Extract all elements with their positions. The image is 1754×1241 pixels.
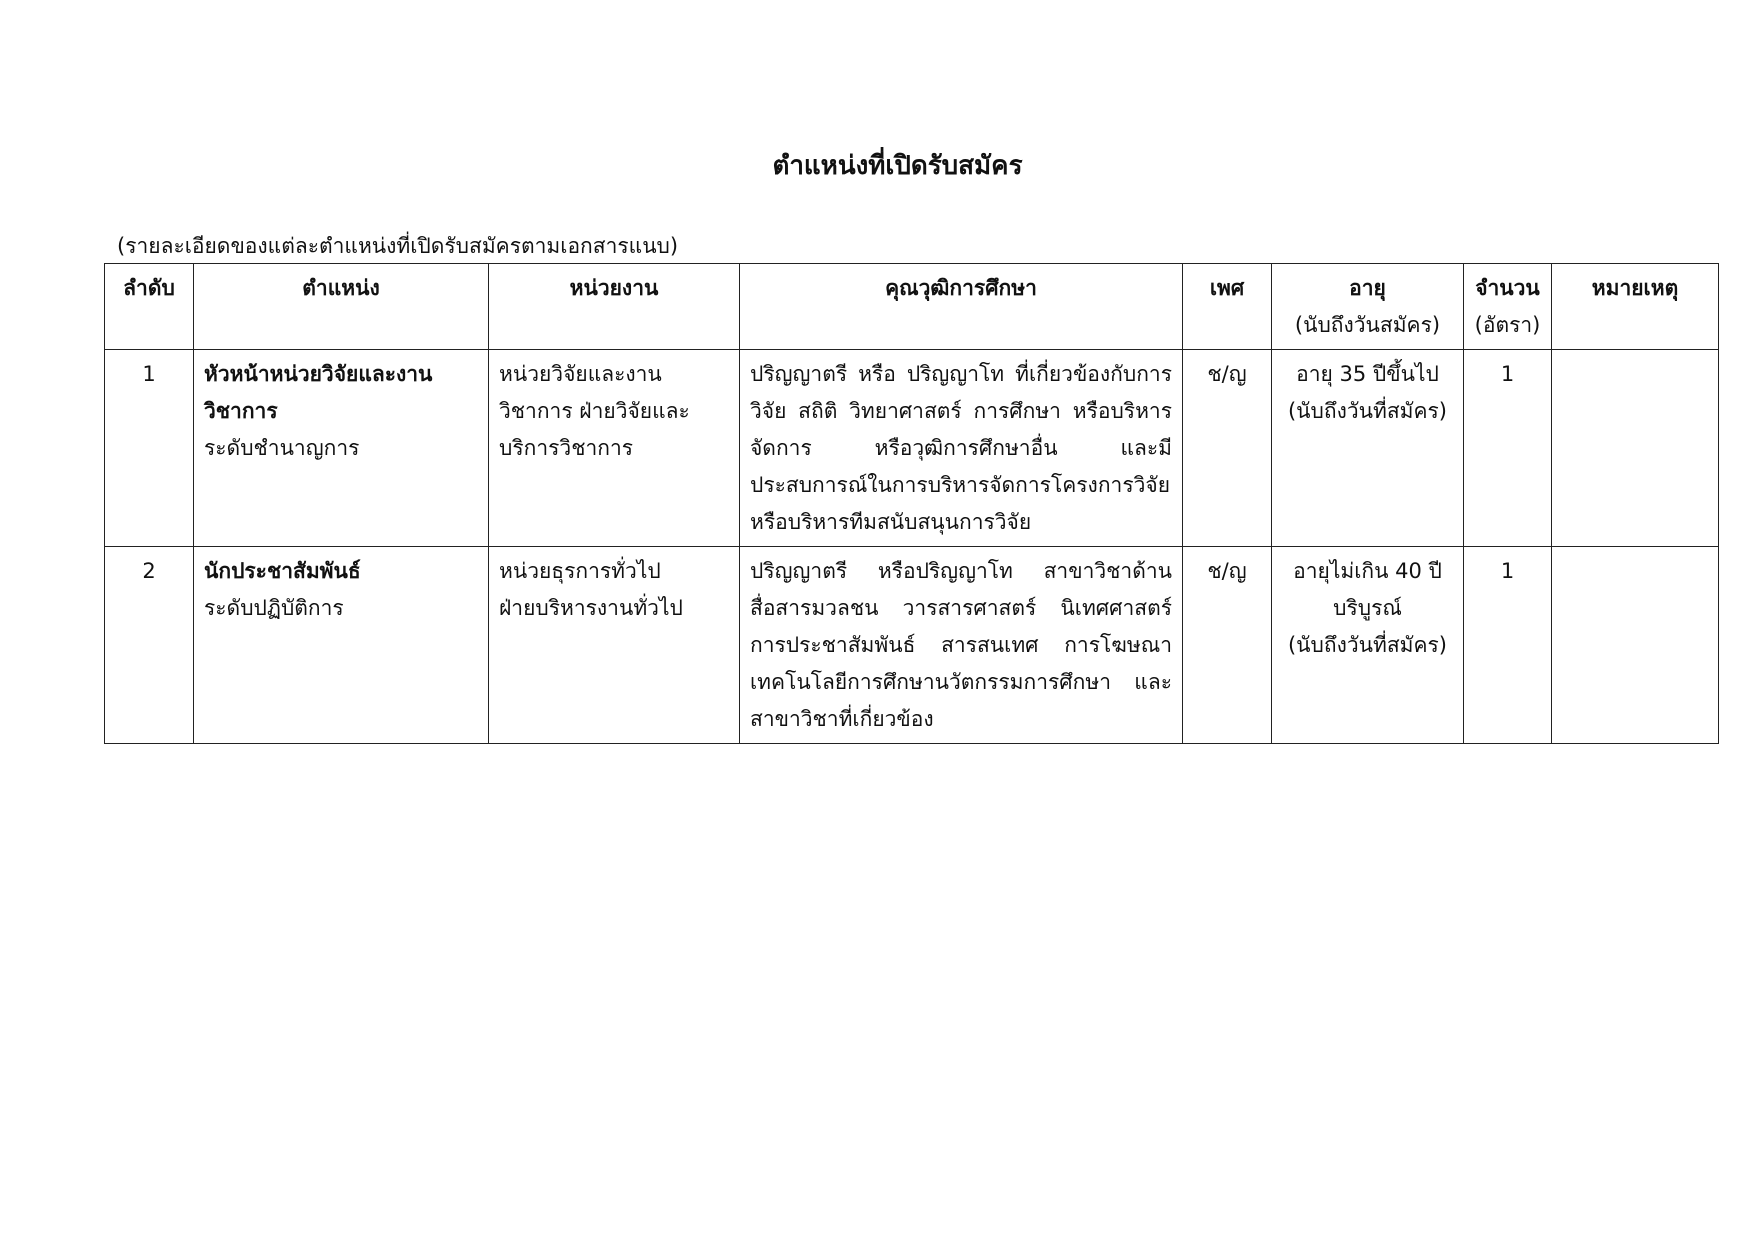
cell-unit <box>489 547 740 744</box>
cell-position <box>194 547 489 744</box>
age-line-2: (นับถึงวันที่สมัคร) <box>1287 633 1448 657</box>
cell-age <box>1272 350 1464 547</box>
table-header-row <box>105 264 1719 350</box>
positions-table <box>104 263 1719 744</box>
cell-remark <box>1552 350 1719 547</box>
header-remark: หมายเหตุ <box>1552 264 1719 350</box>
unit-line-2: ฝ่ายบริหารงานทั่วไป <box>499 596 683 620</box>
header-age-sub: (นับถึงวันสมัคร) <box>1294 313 1441 337</box>
cell-gender: ช/ญ <box>1183 350 1272 547</box>
age-line-1: อายุไม่เกิน 40 ปี บริบูรณ์ <box>1293 559 1442 620</box>
cell-no: 1 <box>105 350 194 547</box>
header-qualification: คุณวุฒิการศึกษา <box>740 264 1183 350</box>
table-row <box>105 547 1719 744</box>
cell-count: 1 <box>1464 547 1552 744</box>
cell-age <box>1272 547 1464 744</box>
header-age <box>1272 264 1464 350</box>
cell-position <box>194 350 489 547</box>
cell-gender: ช/ญ <box>1183 547 1272 744</box>
cell-unit: หน่วยวิจัยและงานวิชาการ ฝ่ายวิจัยและบริการวิชาการ <box>489 350 740 547</box>
header-no: ลำดับ <box>105 264 194 350</box>
header-count-label: จำนวน <box>1475 276 1540 300</box>
position-title: หัวหน้าหน่วยวิจัยและงานวิชาการ <box>204 362 433 423</box>
age-line-1: อายุ 35 ปีขึ้นไป <box>1296 362 1439 386</box>
attachment-note: (รายละเอียดของแต่ละตำแหน่งที่เปิดรับสมัครตามเอกสารแนบ) <box>117 234 679 258</box>
position-level: ระดับปฏิบัติการ <box>204 596 344 620</box>
cell-no: 2 <box>105 547 194 744</box>
header-count <box>1464 264 1552 350</box>
header-age-label: อายุ <box>1349 276 1386 300</box>
cell-remark <box>1552 547 1719 744</box>
cell-qualification: ปริญญาตรี หรือปริญญาโท สาขาวิชาด้านสื่อสารมวลชน วารสารศาสตร์ นิเทศศาสตร์ การประชาสัมพันธ์ สารสนเทศ การโฆษณา เทคโนโลยีการศึกษานวัตกรรมการศึกษา และสาขาวิชาที่เกี่ยวข้อง <box>740 547 1183 744</box>
table-row <box>105 350 1719 547</box>
header-unit: หน่วยงาน <box>489 264 740 350</box>
position-level: ระดับชำนาญการ <box>204 436 360 460</box>
unit-line-1: หน่วยธุรการทั่วไป <box>499 559 661 583</box>
page-title: ตำแหน่งที่เปิดรับสมัคร <box>772 151 1023 181</box>
cell-count: 1 <box>1464 350 1552 547</box>
header-gender: เพศ <box>1183 264 1272 350</box>
age-line-2: (นับถึงวันที่สมัคร) <box>1287 399 1448 423</box>
position-title: นักประชาสัมพันธ์ <box>204 559 361 583</box>
cell-qualification: ปริญญาตรี หรือ ปริญญาโท ที่เกี่ยวข้องกับการวิจัย สถิติ วิทยาศาสตร์ การศึกษา หรือบริหารจัดการ หรือวุฒิการศึกษาอื่น และมีประสบการณ์ในการบริหารจัดการโครงการวิจัยหรือบริหารทีมสนับสนุนการวิจัย <box>740 350 1183 547</box>
header-count-sub: (อัตรา) <box>1474 313 1541 337</box>
header-position: ตำแหน่ง <box>194 264 489 350</box>
